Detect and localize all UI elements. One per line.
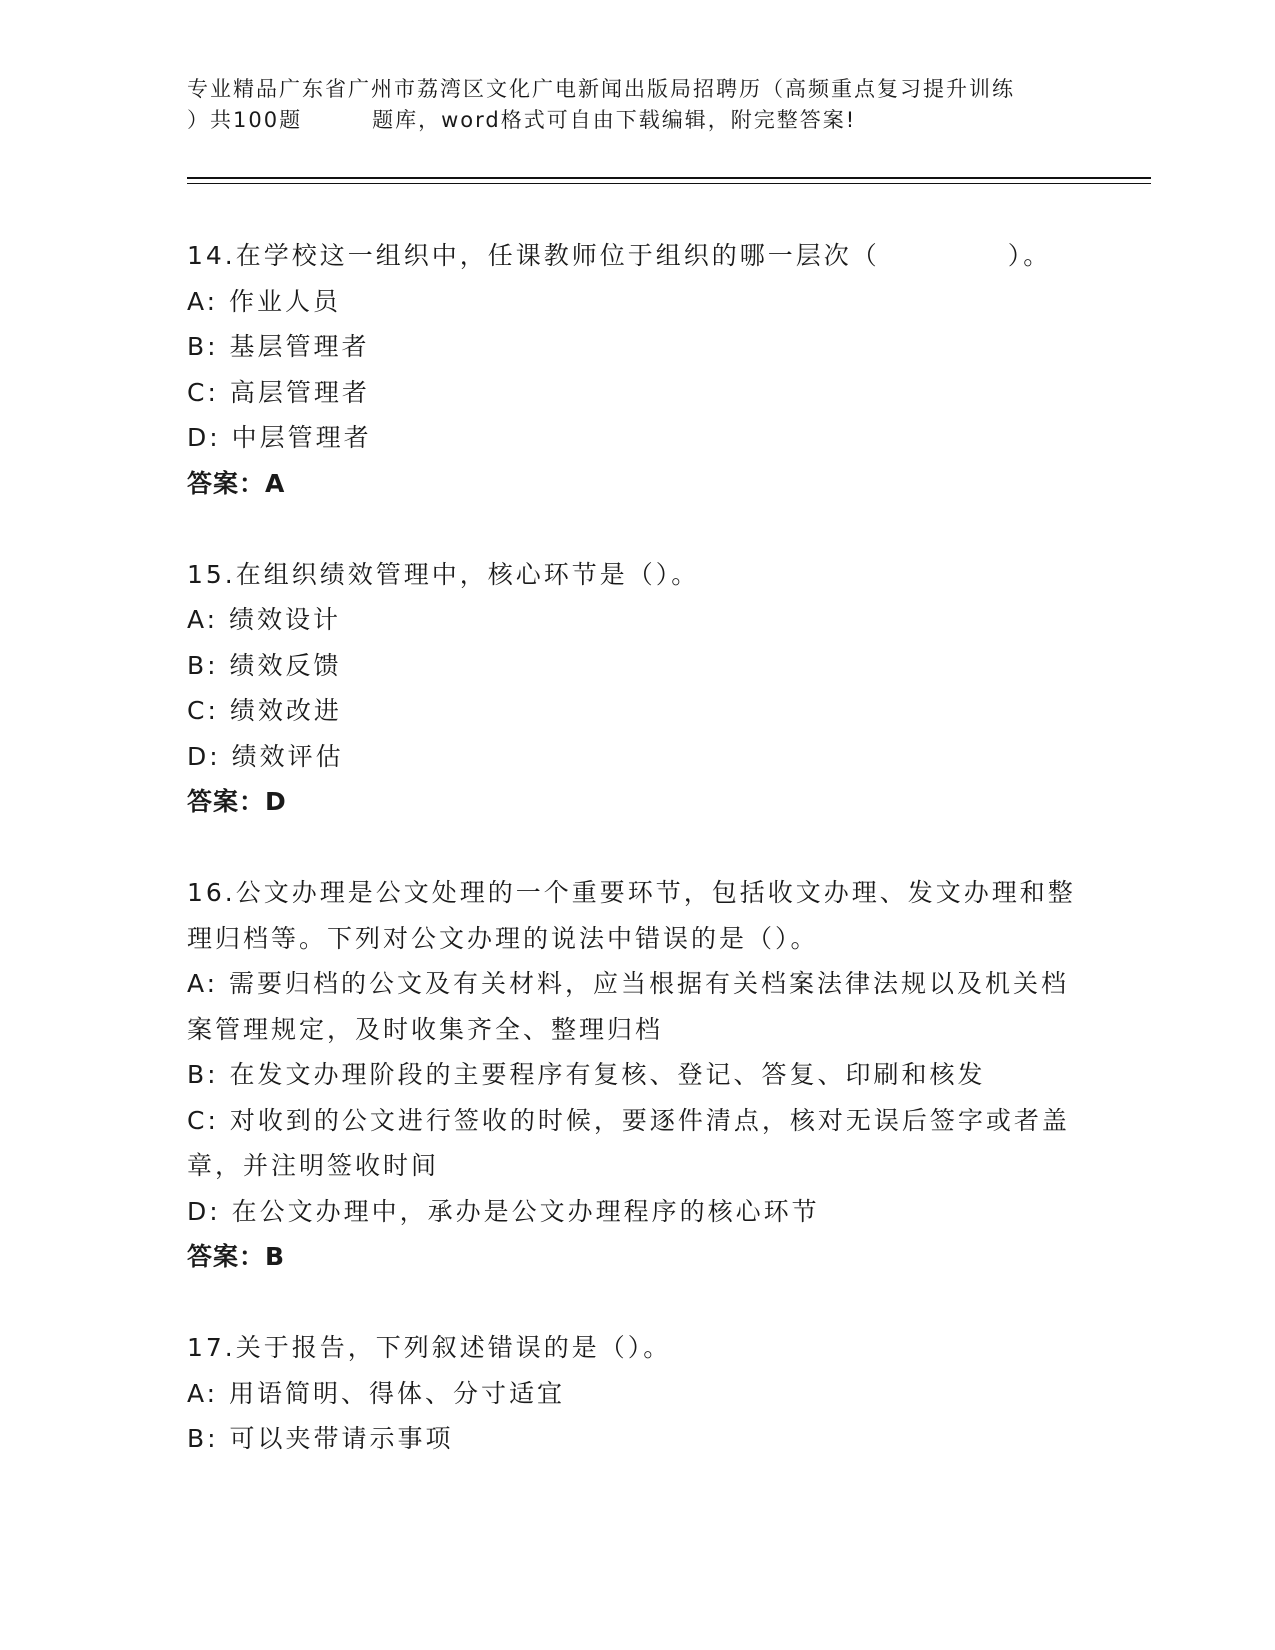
option-c: C: 绩效改进 — [187, 696, 342, 725]
header-line-1: 专业精品广东省广州市荔湾区文化广电新闻出版局招聘历（高频重点复习提升训练 — [187, 77, 1015, 101]
header-line-2 — [187, 105, 1087, 136]
question-14 — [187, 233, 1087, 506]
option-a: A: 用语简明、得体、分寸适宜 — [187, 1378, 566, 1408]
header-line-2-part-2: 题库，word格式可自由下载编辑，附完整答案! — [372, 108, 857, 132]
option-d: D: 在公文办理中，承办是公文办理程序的核心环节 — [187, 1196, 820, 1226]
question-17 — [187, 1325, 1087, 1462]
answer: 答案：B — [187, 1242, 286, 1271]
answer: 答案：A — [187, 468, 286, 498]
option-d: D: 中层管理者 — [187, 423, 372, 452]
question-16 — [187, 870, 1087, 1280]
option-a: A: 需要归档的公文及有关材料，应当根据有关档案法律法规以及机关档案管理规定，及时收集齐全、整理归档 — [187, 969, 1070, 1044]
document-header — [187, 74, 1087, 136]
header-divider-thick — [187, 177, 1151, 179]
question-stem: 15.在组织绩效管理中，核心环节是（）。 — [187, 559, 700, 589]
question-stem: 16.公文办理是公文处理的一个重要环节，包括收文办理、发文办理和整理归档等。下列对公文办理的说法中错误的是（）。 — [187, 878, 1076, 953]
question-stem-part-1: 14.在学校这一组织中，任课教师位于组织的哪一层次（ — [187, 241, 880, 270]
question-stem — [187, 233, 1087, 279]
question-stem: 17.关于报告，下列叙述错误的是（）。 — [187, 1333, 672, 1362]
question-list — [187, 233, 1087, 1462]
option-d: D: 绩效评估 — [187, 741, 344, 771]
header-divider-thin — [187, 183, 1151, 184]
option-a: A: 绩效设计 — [187, 605, 342, 634]
option-c: C: 对收到的公文进行签收的时候，要逐件清点，核对无误后签字或者盖章，并注明签收时间 — [187, 1105, 1070, 1180]
option-c: C: 高层管理者 — [187, 377, 370, 407]
question-15 — [187, 552, 1087, 825]
option-b: B: 绩效反馈 — [187, 650, 342, 680]
header-line-2-part-1: ）共100题 — [187, 108, 303, 132]
option-b: B: 可以夹带请示事项 — [187, 1424, 454, 1453]
answer: 答案：D — [187, 787, 287, 816]
option-b: B: 基层管理者 — [187, 332, 370, 361]
question-stem-part-2: ）。 — [1007, 241, 1052, 270]
option-b: B: 在发文办理阶段的主要程序有复核、登记、答复、印刷和核发 — [187, 1060, 986, 1089]
option-a: A: 作业人员 — [187, 286, 342, 316]
